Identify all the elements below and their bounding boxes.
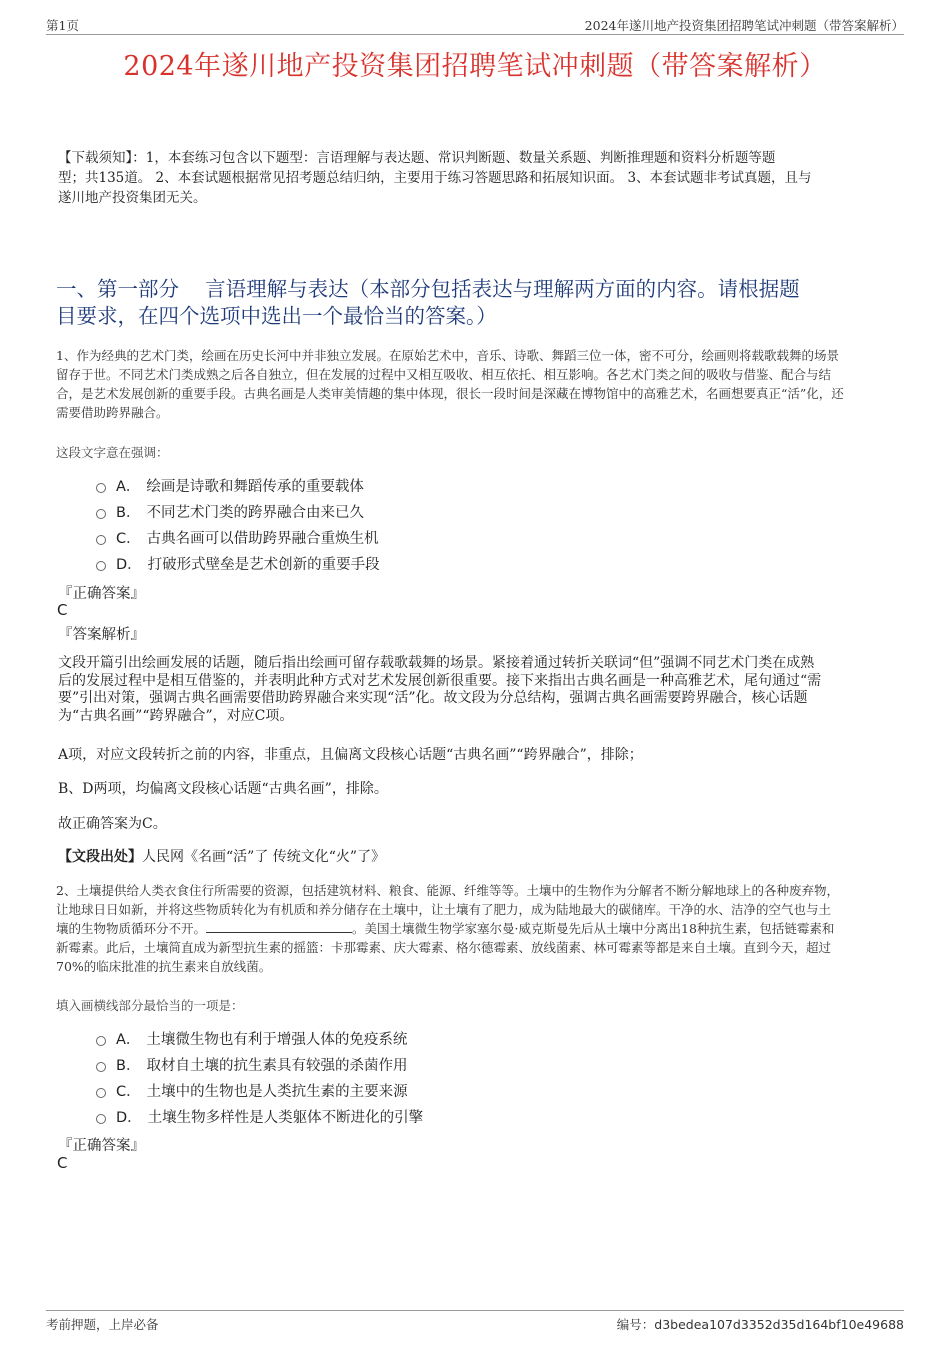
option-c[interactable]: C． 古典名画可以借助跨界融合重焕生机 (96, 524, 380, 550)
analysis-line: 为“古典名画”“跨界融合”，对应C项。 (58, 707, 294, 724)
question-line: 2、土壤提供给人类衣食住行所需要的资源，包括建筑材料、粮食、能源、纤维等等。土壤中的生物作为分解者不断分解地球上的各种废弃物， (56, 883, 839, 898)
question-1-options (96, 472, 380, 576)
question-line: 新霉素。此后，土壤简直成为新型抗生素的摇篮：卡那霉素、庆大霉素、格尔德霉素、放线菌素、林可霉素等都是来自土壤。直到今天，超过 (56, 940, 832, 955)
question-1-prompt: 这段文字意在强调： (56, 445, 169, 460)
radio-icon[interactable] (96, 535, 106, 545)
analysis-line: 后的发展过程中是相互借鉴的，并表明此种方式对艺术发展创新很重要。接下来指出古典名画是一种高雅艺术，尾句通过“需 (58, 672, 822, 689)
text-source (58, 846, 385, 866)
answer-value: C (57, 601, 68, 619)
analysis-line: 文段开篇引出绘画发展的话题，随后指出绘画可留存载歌载舞的场景。紧接着通过转折关联词“但”强调不同艺术门类在成熟 (58, 655, 815, 671)
answer-value: C (57, 1154, 68, 1172)
page-footer (46, 1310, 904, 1331)
option-d[interactable]: D． 土壤生物多样性是人类躯体不断进化的引擎 (96, 1103, 423, 1129)
question-line: 70%的临床批准的抗生素来自放线菌。 (56, 959, 272, 974)
question-line: 合，是艺术发展创新的重要手段。古典名画是人类审美情趣的集中体现，很长一段时间是深藏在博物馆中的高雅艺术，名画想要真正“活”化，还 (56, 386, 844, 401)
source-text: 人民网《名画“活”了 传统文化“火”了》 (142, 849, 386, 865)
question-line: 让地球日日如新，并将这些物质转化为有机质和养分储存在土壤中，让土壤有了肥力，成为陆地最大的碳储库。干净的水、洁净的空气也与土 (56, 902, 832, 917)
notice-line: 遂川地产投资集团无关。 (58, 190, 207, 206)
answer-label: 『正确答案』 (58, 1138, 145, 1154)
footer-slogan: 考前押题，上岸必备 (46, 1317, 159, 1332)
question-2-stem (56, 881, 900, 976)
document-code: 编号：d3bedea107d3352d35d164bf10e49688 (616, 1317, 904, 1332)
analysis-line: 要”引出对策，强调古典名画需要借助跨界融合来实现“活”化。故文段为分总结构，强调古典名画需要跨界融合，核心话题 (58, 690, 808, 706)
option-c[interactable]: C． 土壤中的生物也是人类抗生素的主要来源 (96, 1077, 423, 1103)
question-1-stem (56, 346, 900, 422)
page-number: 第1页 (46, 18, 79, 33)
page-header (46, 14, 904, 35)
document-title: 2024年遂川地产投资集团招聘笔试冲刺题（带答案解析） (123, 51, 827, 82)
radio-icon[interactable] (96, 1088, 106, 1098)
section-title-line: 一、第一部分 言语理解与表达（本部分包括表达与理解两方面的内容。请根据题 (56, 277, 800, 301)
section-title (56, 276, 904, 330)
radio-icon[interactable] (96, 509, 106, 519)
radio-icon[interactable] (96, 561, 106, 571)
analysis-option-a: A项，对应文段转折之前的内容，非重点，且偏离文段核心话题“古典名画”“跨界融合”，排除； (58, 747, 643, 763)
source-label: 【文段出处】 (58, 849, 142, 865)
question-line: 壤的生物物质循环分不开。 。美国土壤微生物学家塞尔曼·威克斯曼先后从土壤中分离出18种抗生素，包括链霉素和 (56, 921, 835, 936)
notice-line: 型；共135道。 2、本套试题根据常见招考题总结归纳，主要用于练习答题思路和拓展知识面。 3、本套试题非考试真题，且与 (58, 170, 812, 186)
section-title-line: 目要求，在四个选项中选出一个最恰当的答案。） (56, 304, 497, 328)
option-b[interactable]: B． 不同艺术门类的跨界融合由来已久 (96, 498, 380, 524)
option-a[interactable]: A． 绘画是诗歌和舞蹈传承的重要载体 (96, 472, 380, 498)
analysis-option-bd: B、D两项，均偏离文段核心话题“古典名画”，排除。 (58, 781, 388, 797)
header-doc-title: 2024年遂川地产投资集团招聘笔试冲刺题（带答案解析） (584, 18, 904, 33)
radio-icon[interactable] (96, 1114, 106, 1124)
notice-line: 【下载须知】：1，本套练习包含以下题型：言语理解与表达题、常识判断题、数量关系题、判断推理题和资料分析题等题 (58, 150, 776, 166)
radio-icon[interactable] (96, 1036, 106, 1046)
question-line: 1、作为经典的艺术门类，绘画在历史长河中并非独立发展。在原始艺术中，音乐、诗歌、舞蹈三位一体，密不可分，绘画则将载歌载舞的场景 (56, 348, 839, 363)
option-d[interactable]: D． 打破形式壁垒是艺术创新的重要手段 (96, 550, 380, 576)
fill-in-blank (206, 920, 352, 933)
answer-label: 『正确答案』 (58, 586, 145, 602)
analysis-conclusion: 故正确答案为C。 (58, 816, 167, 832)
analysis-label: 『答案解析』 (58, 627, 145, 643)
question-line: 留存于世。不同艺术门类成熟之后各自独立，但在发展的过程中又相互吸收、相互依托、相互影响。各艺术门类之间的吸收与借鉴、配合与结 (56, 367, 832, 382)
option-b[interactable]: B． 取材自土壤的抗生素具有较强的杀菌作用 (96, 1051, 423, 1077)
question-line: 需要借助跨界融合。 (56, 405, 169, 420)
radio-icon[interactable] (96, 483, 106, 493)
question-2-options (96, 1025, 423, 1129)
analysis-text (58, 655, 898, 725)
option-a[interactable]: A． 土壤微生物也有利于增强人体的免疫系统 (96, 1025, 423, 1051)
question-2-prompt: 填入画横线部分最恰当的一项是： (56, 998, 244, 1013)
radio-icon[interactable] (96, 1062, 106, 1072)
download-notice (58, 148, 900, 208)
